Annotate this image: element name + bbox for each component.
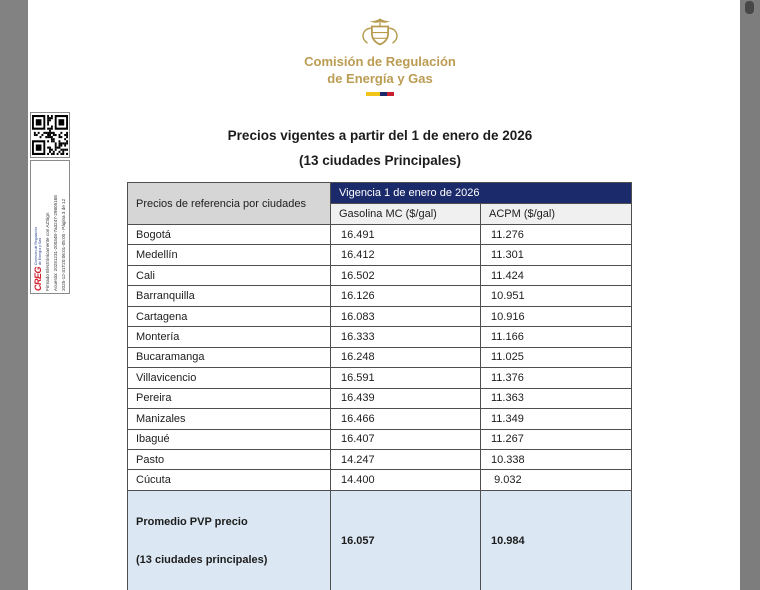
signature-text-box [30,160,70,294]
acpm-cell: 11.025 [481,347,632,367]
gasolina-cell: 14.400 [331,470,481,490]
col-header-acpm: ACPM ($/gal) [481,204,632,225]
group-header-row [128,183,632,204]
table-row [128,286,632,306]
creg-logo-text: CREG [33,266,43,291]
table-row [128,245,632,265]
table-row [128,388,632,408]
org-name [28,54,732,88]
city-cell: Montería [128,327,331,347]
pdf-page [28,0,740,590]
city-cell: Villavicencio [128,368,331,388]
org-header [28,14,732,96]
scrollbar-thumb[interactable] [745,1,754,14]
doc-subtitle: (13 ciudades Principales) [298,153,462,168]
gasolina-cell: 16.333 [331,327,481,347]
acpm-cell: 11.349 [481,409,632,429]
table-row [128,265,632,285]
gasolina-cell: 16.591 [331,368,481,388]
city-cell: Cali [128,265,331,285]
table-row [128,225,632,245]
group-header: Vigencia 1 de enero de 2026 [331,183,632,204]
city-cell: Pasto [128,449,331,469]
signature-line-1: Firmado Electrónicamente con AZSign [45,212,50,291]
city-cell: Cúcuta [128,470,331,490]
viewer-background-left [0,0,28,590]
creg-logo [32,161,44,291]
gasolina-cell: 14.247 [331,449,481,469]
city-cell: Ibagué [128,429,331,449]
table-row [128,327,632,347]
signature-line-3: 2025-12-31T20:06:01-05:00 - Página 3 de 12 [60,198,66,291]
gasolina-cell: 16.407 [331,429,481,449]
flag-ribbon-icon [366,92,394,96]
acpm-cell: 11.376 [481,368,632,388]
gasolina-cell: 16.412 [331,245,481,265]
city-cell: Bucaramanga [128,347,331,367]
average-label [128,490,331,590]
average-gasolina-value: 16.057 [331,490,481,590]
signature-line-2: Acuerdo: 20251231-200348-7a3247-29805168 [52,195,58,291]
acpm-cell: 10.951 [481,286,632,306]
gasolina-cell: 16.126 [331,286,481,306]
average-label-line2: (13 ciudades principales) [136,554,268,567]
corner-header: Precios de referencia por ciudades [128,183,331,225]
coat-of-arms-icon [354,14,406,52]
city-cell: Barranquilla [128,286,331,306]
gasolina-cell: 16.083 [331,306,481,326]
table-row [128,306,632,326]
table-row [128,470,632,490]
creg-logo-caption: Comisión de Regulación de Energía y Gas [33,227,42,265]
gasolina-cell: 16.248 [331,347,481,367]
acpm-cell: 11.276 [481,225,632,245]
acpm-cell: 11.424 [481,265,632,285]
table-row [128,429,632,449]
table-row [128,347,632,367]
prices-table [127,182,632,590]
table-row [128,409,632,429]
acpm-cell: 11.166 [481,327,632,347]
city-cell: Cartagena [128,306,331,326]
city-cell: Medellín [128,245,331,265]
average-acpm-value: 10.984 [481,490,632,590]
gasolina-cell: 16.491 [331,225,481,245]
org-name-line2: de Energía y Gas [327,70,433,86]
acpm-cell: 9.032 [481,470,632,490]
org-name-line1: Comisión de Regulación [304,54,456,69]
scrollbar[interactable] [740,0,760,590]
average-row [128,490,632,590]
acpm-cell: 11.267 [481,429,632,449]
acpm-cell: 11.363 [481,388,632,408]
city-cell: Pereira [128,388,331,408]
gasolina-cell: 16.466 [331,409,481,429]
city-cell: Manizales [128,409,331,429]
col-header-gasolina: Gasolina MC ($/gal) [331,204,481,225]
acpm-cell: 10.916 [481,306,632,326]
doc-title: Precios vigentes a partir del 1 de enero de 2026 [227,128,533,143]
acpm-cell: 10.338 [481,449,632,469]
city-cell: Bogotá [128,225,331,245]
table-row [128,449,632,469]
gasolina-cell: 16.439 [331,388,481,408]
acpm-cell: 11.301 [481,245,632,265]
table-row [128,368,632,388]
average-label-line1: Promedio PVP precio [136,515,248,528]
gasolina-cell: 16.502 [331,265,481,285]
